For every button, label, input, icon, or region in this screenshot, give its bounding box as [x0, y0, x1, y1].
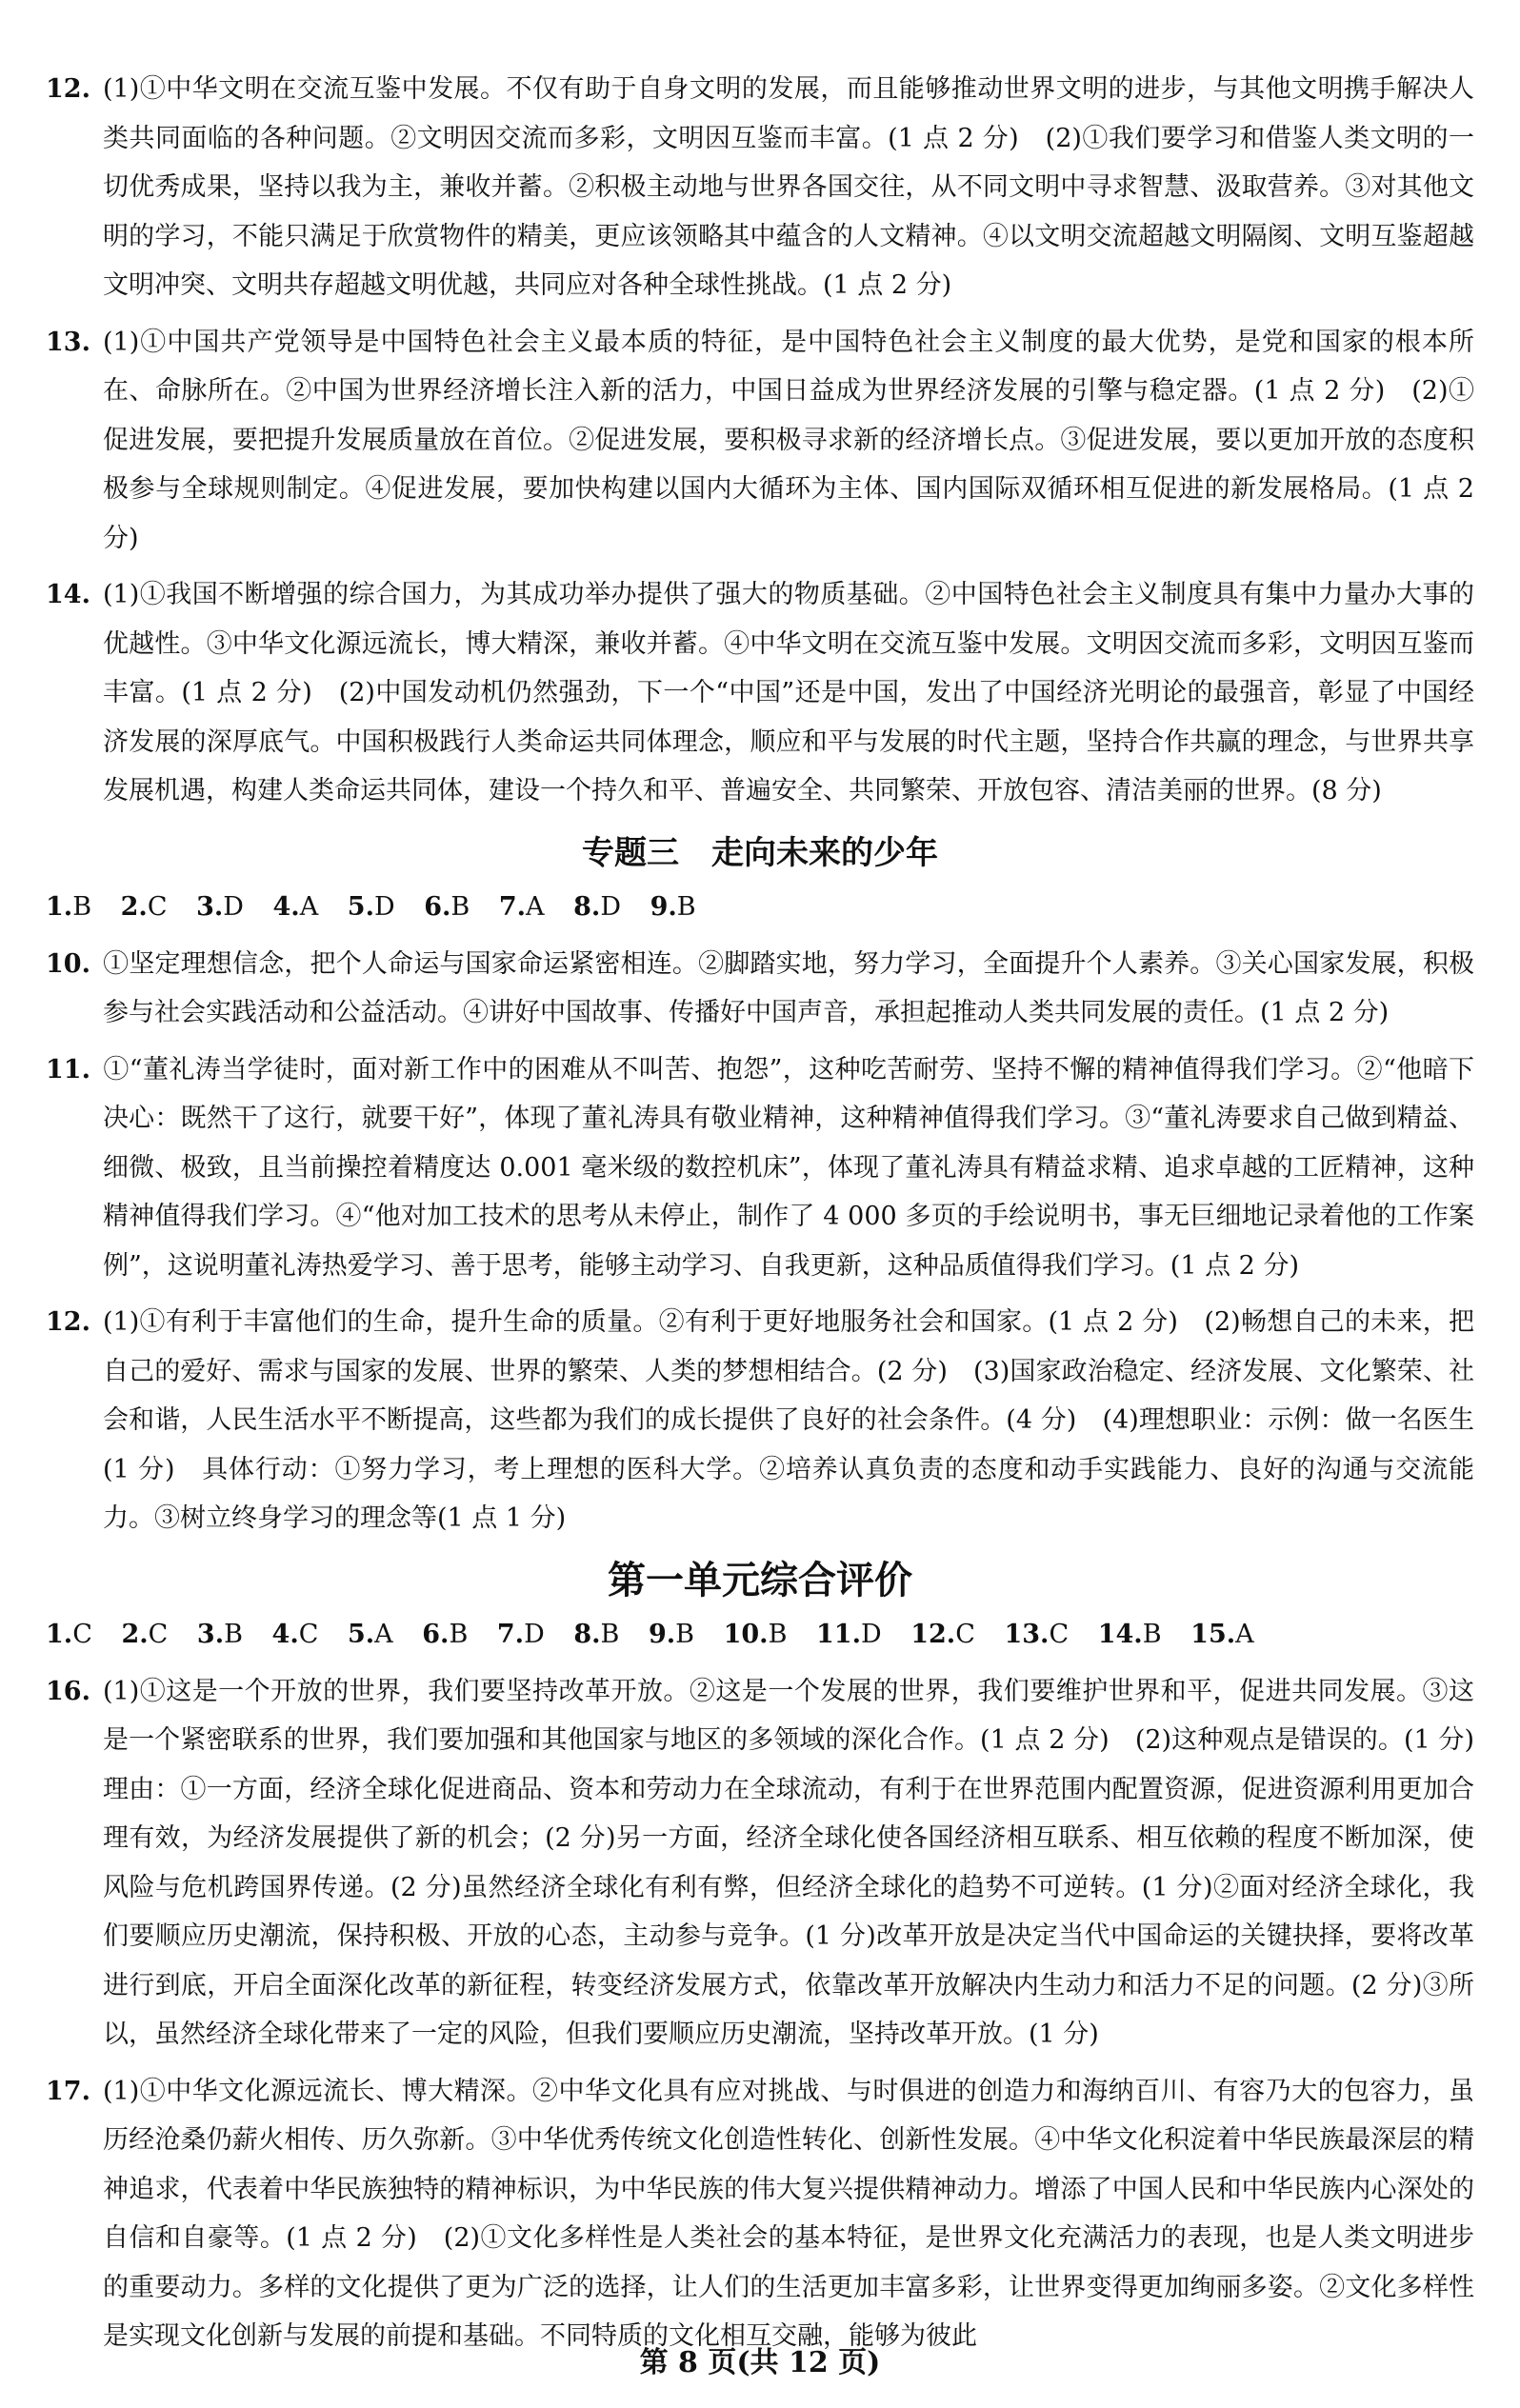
mc-answer: 8.D [573, 891, 621, 922]
mc-answer: 9.B [648, 1619, 694, 1649]
answer-page [46, 65, 1474, 2369]
answer-text: (1)①我国不断增强的综合国力，为其成功举办提供了强大的物质基础。②中国特色社会主义制度具有集中力量办大事的优越性。③中华文化源远流长，博大精深，兼收并蓄。④中华文明在交流互鉴中发展。文明因交流而多彩，文明因互鉴而丰富。(1 点 2 分) (2)中国发动机仍然强劲，下一个“中国”还是中国，发出了中国经济光明论的最强音，彰显了中国经济发展的深厚底气。中国积极践行人类命运共同体理念，顺应和平与发展的时代主题，坚持合作共赢的理念，与世界共享发展机遇，构建人类命运共同体，建设一个持久和平、普遍安全、共同繁荣、开放包容、清洁美丽的世界。(8 分) [103, 580, 1474, 806]
answer-item [46, 318, 1474, 564]
mc-answer: 7.A [498, 891, 545, 922]
multiple-choice-answers [46, 1610, 1474, 1660]
mc-answer: 15.A [1190, 1619, 1254, 1649]
mc-answer: 6.B [424, 891, 470, 922]
answer-text: (1)①中华文化源远流长、博大精深。②中华文化具有应对挑战、与时俱进的创造力和海纳百川、有容乃大的包容力，虽历经沧桑仍薪火相传、历久弥新。③中华优秀传统文化创造性转化、创新性发展。④中华文化积淀着中华民族最深层的精神追求，代表着中华民族独特的精神标识，为中华民族的伟大复兴提供精神动力。增添了中国人民和中华民族内心深处的自信和自豪等。(1 点 2 分) (2)①文化多样性是人类社会的基本特征，是世界文化充满活力的表现，也是人类文明进步的重要动力。多样的文化提供了更为广泛的选择，让人们的生活更加丰富多彩，让世界变得更加绚丽多姿。②文化多样性是实现文化创新与发展的前提和基础。不同特质的文化相互交融，能够为彼此 [103, 2076, 1474, 2351]
mc-answer: 4.A [272, 891, 319, 922]
answer-item [46, 1667, 1474, 2060]
section-heading: 第一单元综合评价 [608, 1557, 912, 1602]
question-number: 10. [46, 948, 90, 979]
mc-answer: 4.C [271, 1619, 319, 1649]
question-number: 11. [46, 1054, 90, 1085]
mc-answer: 2.C [120, 891, 168, 922]
mc-answer: 10.B [723, 1619, 788, 1649]
mc-answer: 5.D [347, 891, 395, 922]
page-footer: 第 8 页(共 12 页) [639, 2346, 881, 2379]
mc-answer: 11.D [816, 1619, 882, 1649]
mc-answer: 12.C [910, 1619, 975, 1649]
answer-item [46, 2067, 1474, 2361]
answer-text: (1)①中国共产党领导是中国特色社会主义最本质的特征，是中国特色社会主义制度的最大优势，是党和国家的根本所在、命脉所在。②中国为世界经济增长注入新的活力，中国日益成为世界经济发展的引擎与稳定器。(1 点 2 分) (2)①促进发展，要把提升发展质量放在首位。②促进发展，要积极寻求新的经济增长点。③促进发展，要以更加开放的态度积极参与全球规则制定。④促进发展，要加快构建以国内大循环为主体、国内国际双循环相互促进的新发展格局。(1 点 2 分) [103, 327, 1474, 553]
mc-answer: 1.B [46, 891, 92, 922]
mc-answer: 1.C [46, 1619, 92, 1649]
mc-answer: 9.B [650, 891, 696, 922]
answer-text: (1)①这是一个开放的世界，我们要坚持改革开放。②这是一个发展的世界，我们要维护世界和平，促进共同发展。③这是一个紧密联系的世界，我们要加强和其他国家与地区的多领域的深化合作。(1 点 2 分) (2)这种观点是错误的。(1 分)理由：①一方面，经济全球化促进商品、资本和劳动力在全球流动，有利于在世界范围内配置资源，促进资源利用更加合理有效，为经济发展提供了新的机会；(2 分)另一方面，经济全球化使各国经济相互联系、相互依赖的程度不断加深，使风险与危机跨国界传递。(2 分)虽然经济全球化有利有弊，但经济全球化的趋势不可逆转。(1 分)②面对经济全球化，我们要顺应历史潮流，保持积极、开放的心态，主动参与竞争。(1 分)改革开放是决定当代中国命运的关键抉择，要将改革进行到底，开启全面深化改革的新征程，转变经济发展方式，依靠改革开放解决内生动力和活力不足的问题。(2 分)③所以，虽然经济全球化带来了一定的风险，但我们要顺应历史潮流，坚持改革开放。(1 分) [103, 1676, 1474, 2049]
multiple-choice-answers [46, 883, 1474, 932]
mc-answer: 7.D [496, 1619, 545, 1649]
answer-item [46, 1298, 1474, 1543]
answer-text: ①“董礼涛当学徒时，面对新工作中的困难从不叫苦、抱怨”，这种吃苦耐劳、坚持不懈的精神值得我们学习。②“他暗下决心：既然干了这行，就要干好”，体现了董礼涛具有敬业精神，这种精神值得我们学习。③“董礼涛要求自己做到精益、细微、极致，且当前操控着精度达 0.001 毫米级的数控机床”，体现了董礼涛具有精益求精、追求卓越的工匠精神，这种精神值得我们学习。④“他对加工技术的思考从未停止，制作了 4 000 多页的手绘说明书，事无巨细地记录着他的工作案例”，这说明董礼涛热爱学习、善于思考，能够主动学习、自我更新，这种品质值得我们学习。(1 点 2 分) [103, 1054, 1474, 1281]
mc-answer: 13.C [1004, 1619, 1070, 1649]
answer-item [46, 940, 1474, 1038]
mc-answer: 5.A [347, 1619, 393, 1649]
section-heading: 专题三 走向未来的少年 [582, 833, 938, 872]
answer-item [46, 1045, 1474, 1291]
answer-text: (1)①有利于丰富他们的生命，提升生命的质量。②有利于更好地服务社会和国家。(1 点 2 分) (2)畅想自己的未来，把自己的爱好、需求与国家的发展、世界的繁荣、人类的梦想相结合。(2 分) (3)国家政治稳定、经济发展、文化繁荣、社会和谐，人民生活水平不断提高，这些都为我们的成长提供了良好的社会条件。(4 分) (4)理想职业：示例：做一名医生(1 分) 具体行动：①努力学习，考上理想的医科大学。②培养认真负责的态度和动手实践能力、良好的沟通与交流能力。③树立终身学习的理念等(1 点 1 分) [103, 1307, 1474, 1533]
question-number: 12. [46, 74, 90, 104]
question-number: 16. [46, 1676, 90, 1706]
mc-answer: 6.B [422, 1619, 469, 1649]
mc-answer: 14.B [1097, 1619, 1162, 1649]
question-number: 13. [46, 327, 90, 357]
question-number: 14. [46, 580, 90, 609]
answer-item [46, 570, 1474, 816]
mc-answer: 3.B [196, 1619, 243, 1649]
mc-answer: 8.B [573, 1619, 620, 1649]
answer-text: ①坚定理想信念，把个人命运与国家命运紧密相连。②脚踏实地，努力学习，全面提升个人素养。③关心国家发展，积极参与社会实践活动和公益活动。④讲好中国故事、传播好中国声音，承担起推动人类共同发展的责任。(1 点 2 分) [103, 948, 1474, 1027]
question-number: 12. [46, 1307, 90, 1337]
answer-text: (1)①中华文明在交流互鉴中发展。不仅有助于自身文明的发展，而且能够推动世界文明的进步，与其他文明携手解决人类共同面临的各种问题。②文明因交流而多彩，文明因互鉴而丰富。(1 点 2 分) (2)①我们要学习和借鉴人类文明的一切优秀成果，坚持以我为主，兼收并蓄。②积极主动地与世界各国交往，从不同文明中寻求智慧、汲取营养。③对其他文明的学习，不能只满足于欣赏物件的精美，更应该领略其中蕴含的人文精神。④以文明交流超越文明隔阂、文明互鉴超越文明冲突、文明共存超越文明优越，共同应对各种全球性挑战。(1 点 2 分) [103, 74, 1474, 300]
answer-item [46, 65, 1474, 310]
mc-answer: 2.C [121, 1619, 169, 1649]
question-number: 17. [46, 2076, 90, 2106]
mc-answer: 3.D [196, 891, 244, 922]
